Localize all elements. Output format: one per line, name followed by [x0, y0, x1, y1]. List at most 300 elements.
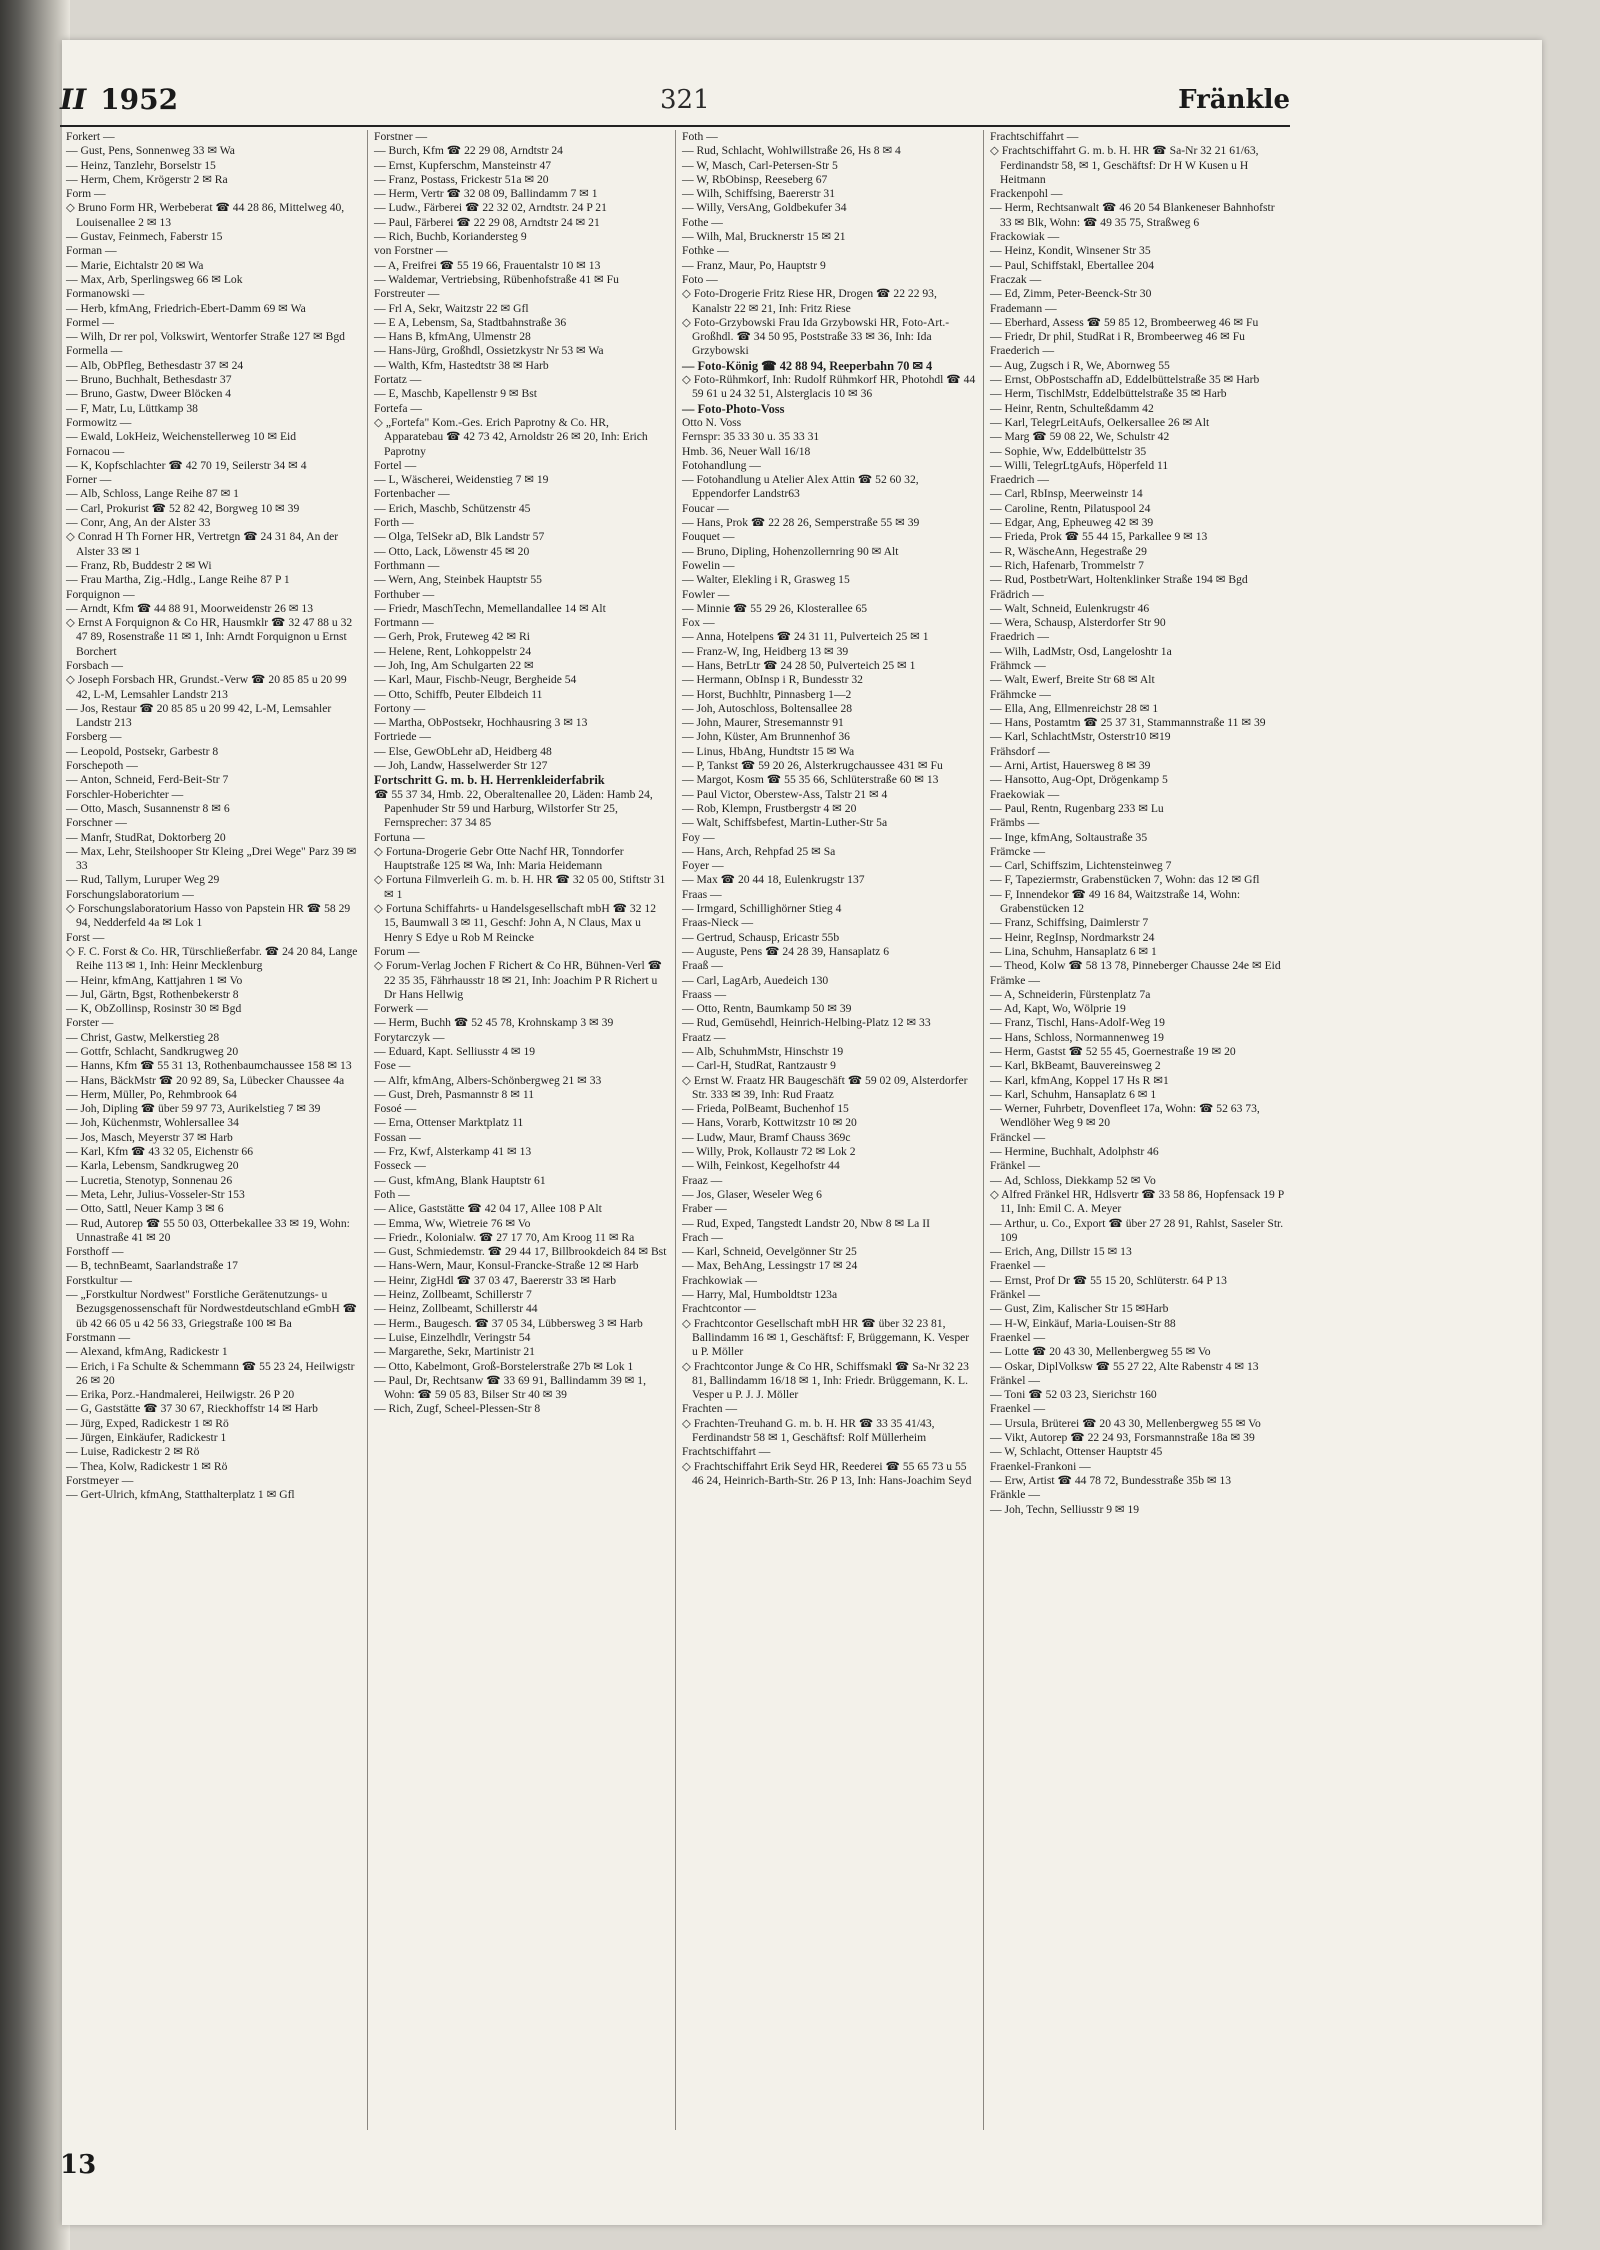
- directory-entry: — Herm, TischlMstr, Eddelbüttelstraße 35 ✉ Harb: [990, 387, 1227, 401]
- directory-entry: — W, Masch, Carl-Petersen-Str 5: [682, 158, 838, 172]
- directory-entry: ◇ Joseph Forsbach HR, Grundst.-Verw ☎ 20 85 85 u 20 99 42, L-M, Lemsahler Landstr 213: [66, 673, 347, 701]
- directory-entry: — Eduard, Kapt. Selliusstr 4 ✉ 19: [374, 1045, 536, 1058]
- directory-entry: Foto —: [682, 272, 718, 286]
- directory-entry: — Carl-H, StudRat, Rantzaustr 9: [682, 1059, 836, 1073]
- directory-entry: — Gust, Zim, Kalischer Str 15 ✉Harb: [990, 1302, 1169, 1316]
- directory-entry: — Hans B, kfmAng, Ulmenstr 28: [374, 330, 531, 344]
- directory-entry: — Ursula, Brüterei ☎ 20 43 30, Mellenbergweg 55 ✉ Vo: [990, 1416, 1261, 1430]
- directory-entry: Fränkle —: [990, 1488, 1040, 1502]
- directory-entry: Forschler-Hoberichter —: [66, 787, 184, 801]
- directory-entry: Främke —: [990, 973, 1040, 987]
- directory-entry: Hmb. 36, Neuer Wall 16/18: [682, 444, 811, 458]
- directory-entry: — Wilh, Schiffsing, Baererstr 31: [682, 187, 836, 201]
- directory-entry: ◇ Ernst W. Fraatz HR Baugeschäft ☎ 59 02 09, Alsterdorfer Str. 333 ✉ 39, Inh: Rud Fraatz: [682, 1073, 968, 1101]
- directory-entry: — P, Tankst ☎ 59 20 26, Alsterkrugchaussee 431 ✉ Fu: [682, 759, 943, 773]
- directory-entry: Frähsdorf —: [990, 744, 1050, 758]
- directory-entry: Forsbach —: [66, 658, 123, 672]
- directory-entry: — Marg ☎ 59 08 22, We, Schulstr 42: [990, 430, 1170, 444]
- directory-entry: — Harry, Mal, Humboldtstr 123a: [682, 1288, 838, 1302]
- directory-entry: — Manfr, StudRat, Doktorberg 20: [66, 830, 226, 844]
- directory-entry: — Emma, Ww, Wietreie 76 ✉ Vo: [374, 1216, 531, 1230]
- directory-entry: — Hermann, ObInsp i R, Bundesstr 32: [682, 673, 863, 687]
- directory-entry: Forstmeyer —: [66, 1473, 134, 1487]
- directory-entry: — Frl A, Sekr, Waitzstr 22 ✉ Gfl: [374, 301, 529, 315]
- directory-entry: — Foto-König ☎ 42 88 94, Reeperbahn 70 ✉ 4: [682, 358, 933, 373]
- directory-entry: — Ernst, ObPostschaffn aD, Eddelbüttelstraße 35 ✉ Harb: [990, 373, 1260, 387]
- directory-entry: — Linus, HbAng, Hundtstr 15 ✉ Wa: [682, 744, 855, 758]
- directory-entry: Frackowiak —: [990, 230, 1060, 244]
- directory-entry: — „Forstkultur Nordwest" Forstliche Gerätenutzungs- u Bezugsgenossenschaft für Nordwestdeutschland eGmbH ☎ üb 42 66 05 u 42 56 33, Griegstraße 100 ✉ Ba: [66, 1288, 358, 1330]
- directory-entry: — Rob, Klempn, Frustbergstr 4 ✉ 20: [682, 801, 857, 815]
- directory-entry: — Karl, SchlachtMstr, Osterstr10 ✉19: [990, 730, 1171, 744]
- directory-entry: — Rud, Schlacht, Wohlwillstraße 26, Hs 8 ✉ 4: [682, 144, 901, 158]
- directory-entry: — Frieda, Prok ☎ 55 44 15, Parkallee 9 ✉ 13: [990, 530, 1208, 544]
- directory-entry: — Karl, Schuhm, Hansaplatz 6 ✉ 1: [990, 1087, 1157, 1101]
- directory-entry: — Alb, Schloss, Lange Reihe 87 ✉ 1: [66, 487, 239, 501]
- directory-entry: Frachtcontor —: [682, 1302, 756, 1316]
- directory-entry: — Gertrud, Schausp, Ericastr 55b: [682, 930, 840, 944]
- directory-entry: Fraekowiak —: [990, 787, 1060, 801]
- directory-entry: Forum —: [374, 944, 420, 958]
- directory-entry: — Alexand, kfmAng, Radickestr 1: [66, 1345, 228, 1359]
- directory-entry: — Erich, Maschb, Schützenstr 45: [374, 501, 531, 515]
- directory-entry: Fraas-Nieck —: [682, 916, 754, 930]
- directory-entry: — F, Tapeziermstr, Grabenstücken 7, Wohn: das 12 ✉ Gfl: [990, 873, 1260, 887]
- directory-entry: — Erw, Artist ☎ 44 78 72, Bundesstraße 35b ✉ 13: [990, 1473, 1232, 1487]
- directory-entry: — Otto, Masch, Susannenstr 8 ✉ 6: [66, 801, 230, 815]
- directory-entry: — Hans, Prok ☎ 22 28 26, Semperstraße 55 ✉ 39: [682, 516, 920, 530]
- directory-entry: Forytarczyk —: [374, 1030, 445, 1044]
- directory-entry: — Ad, Schloss, Diekkamp 52 ✉ Vo: [990, 1173, 1156, 1187]
- directory-column-1: [60, 130, 368, 2130]
- directory-entry: — Otto, Schiffb, Peuter Elbdeich 11: [374, 687, 543, 701]
- directory-entry: Formanowski —: [66, 287, 145, 301]
- directory-entry: — Wilh, LadMstr, Osd, Langeloshtr 1a: [990, 644, 1172, 658]
- directory-entry: — Hans-Wern, Maur, Konsul-Francke-Straße 12 ✉ Harb: [374, 1259, 639, 1273]
- directory-entry: — Wilh, Feinkost, Kegelhofstr 44: [682, 1159, 840, 1173]
- directory-entry: Fothke —: [682, 244, 729, 258]
- directory-entry: — Heinr, Rentn, Schulteßdamm 42: [990, 401, 1154, 415]
- directory-entry: — R, WäscheAnn, Hegestraße 29: [990, 544, 1147, 558]
- directory-entry: — Heinr, ZigHdl ☎ 37 03 47, Baererstr 33 ✉ Harb: [374, 1273, 616, 1287]
- directory-entry: Fortmann —: [374, 616, 434, 630]
- directory-entry: ◇ Forschungslaboratorium Hasso von Papstein HR ☎ 58 29 94, Nedderfeld 4a ✉ Lok 1: [66, 902, 351, 930]
- directory-entry: — Margot, Kosm ☎ 55 35 66, Schlüterstraße 60 ✉ 13: [682, 773, 939, 787]
- directory-entry: Fothe —: [682, 215, 723, 229]
- volume-year: [60, 83, 178, 116]
- directory-entry: — Willy, VersAng, Goldbekufer 34: [682, 201, 847, 215]
- directory-entry: — Auguste, Pens ☎ 24 28 39, Hansaplatz 6: [682, 944, 890, 958]
- directory-entry: — Wilh, Mal, Brucknerstr 15 ✉ 21: [682, 230, 846, 244]
- directory-entry: — Alb, ObPfleg, Bethesdastr 37 ✉ 24: [66, 358, 244, 372]
- directory-entry: — Max, BehAng, Lessingstr 17 ✉ 24: [682, 1259, 858, 1273]
- directory-entry: — Hans, Arch, Rehpfad 25 ✉ Sa: [682, 844, 836, 858]
- directory-entry: Fernspr: 35 33 30 u. 35 33 31: [682, 430, 820, 444]
- directory-entry: ◇ Frachtcontor Gesellschaft mbH HR ☎ über 32 23 81, Ballindamm 16 ✉ 1, Geschäftsf: F, Brüggemann, K. Vesper u P. Möller: [682, 1316, 970, 1359]
- directory-entry: — Joh, Ing, Am Schulgarten 22 ✉: [374, 658, 534, 672]
- directory-entry: Forth —: [374, 516, 414, 530]
- directory-entry: — Heinr, kfmAng, Kattjahren 1 ✉ Vo: [66, 973, 243, 987]
- directory-entry: Fornacou —: [66, 444, 125, 458]
- directory-entry: — Joh, Autoschloss, Boltensallee 28: [682, 701, 853, 715]
- directory-entry: Fraedrich —: [990, 630, 1049, 644]
- directory-entry: Foucar —: [682, 501, 729, 515]
- directory-entry: — Paul, Rentn, Rugenbarg 233 ✉ Lu: [990, 801, 1164, 815]
- directory-entry: Främcke —: [990, 844, 1046, 858]
- directory-entry: Forquignon —: [66, 587, 135, 601]
- directory-entry: Fortenbacher —: [374, 487, 450, 501]
- directory-entry: — Hans, Vorarb, Kottwitzstr 10 ✉ 20: [682, 1116, 857, 1130]
- directory-entry: — Luise, Einzelhdlr, Veringstr 54: [374, 1330, 531, 1344]
- directory-entry: — Hans, Schloss, Normannenweg 19: [990, 1030, 1164, 1044]
- directory-entry: Formella —: [66, 344, 123, 358]
- directory-entry: — Karl, kfmAng, Koppel 17 Hs R ✉1: [990, 1073, 1169, 1087]
- directory-entry: — Joh, Techn, Selliusstr 9 ✉ 19: [990, 1502, 1140, 1516]
- directory-entry: Fose —: [374, 1059, 411, 1073]
- directory-entry: ◇ Frachten-Treuhand G. m. b. H. HR ☎ 33 35 41/43, Ferdinandstr 58 ✉ 1, Geschäftsf: Rolf Müllerheim: [682, 1416, 935, 1445]
- directory-entry: Fränkel —: [990, 1288, 1040, 1302]
- directory-entry: — John, Küster, Am Brunnenhof 36: [682, 730, 850, 744]
- directory-entry: Forst —: [66, 930, 105, 944]
- directory-entry: ◇ Alfred Fränkel HR, Hdlsvertr ☎ 33 58 86, Hopfensack 19 P 11, Inh: Emil C. A. Meyer: [990, 1187, 1284, 1216]
- directory-entry: Frädrich —: [990, 587, 1044, 601]
- directory-entry: — Karl, TelegrLeitAufs, Oelkersallee 26 ✉ Alt: [990, 415, 1210, 429]
- directory-entry: — Waldemar, Vertriebsing, Rübenhofstraße 41 ✉ Fu: [374, 272, 619, 286]
- directory-entry: — Hans-Jürg, Großhdl, Ossietzkystr Nr 53 ✉ Wa: [374, 344, 604, 358]
- directory-entry: Forschepoth —: [66, 759, 138, 773]
- directory-entry: — Thea, Kolw, Radickestr 1 ✉ Rö: [66, 1459, 228, 1473]
- directory-entry: — Helene, Rent, Lohkoppelstr 24: [374, 644, 532, 658]
- directory-entry: — Ad, Kapt, Wo, Wölpriе 19: [990, 1002, 1126, 1016]
- directory-entry: — Margarethe, Sekr, Martinistr 21: [374, 1345, 535, 1359]
- directory-entry: Fortony —: [374, 701, 426, 715]
- directory-entry: Forster —: [66, 1016, 114, 1030]
- page-header: [60, 75, 1290, 127]
- directory-entry: — Otto, Rentn, Baumkamp 50 ✉ 39: [682, 1002, 852, 1016]
- directory-entry: Fraenkel-Frankoni —: [990, 1459, 1091, 1473]
- directory-entry: — Hansotto, Aug-Opt, Drögenkamp 5: [990, 773, 1168, 787]
- directory-entry: — Jürg, Exped, Radickestr 1 ✉ Rö: [66, 1416, 229, 1430]
- directory-entry: Fosseck —: [374, 1159, 426, 1173]
- directory-entry: Främbs —: [990, 816, 1040, 830]
- directory-entry: — Carl, LagArb, Auedeich 130: [682, 973, 829, 987]
- directory-entry: — Paul, Schiffstakl, Ebertallee 204: [990, 258, 1154, 272]
- directory-entry: — Vikt, Autorep ☎ 22 24 93, Forsmannstraße 18a ✉ 39: [990, 1431, 1255, 1445]
- directory-entry: Foy —: [682, 830, 715, 844]
- directory-entry: — Alfr, kfmAng, Albers-Schönbergweg 21 ✉ 33: [374, 1073, 602, 1087]
- directory-entry: — L, Wäscherei, Weidenstieg 7 ✉ 19: [374, 473, 549, 487]
- directory-entry: Frachtschiffahrt —: [682, 1445, 771, 1459]
- directory-entry: Frähmck —: [990, 658, 1046, 672]
- directory-entry: — Martha, ObPostsekr, Hochhausring 3 ✉ 13: [374, 716, 588, 730]
- page-number: 321: [660, 85, 710, 115]
- directory-entry: — Fotohandlung u Atelier Alex Attin ☎ 52 60 32, Eppendorfer Landstr63: [682, 473, 919, 501]
- directory-entry: — Arni, Artist, Hauersweg 8 ✉ 39: [990, 759, 1151, 773]
- directory-entry: Fraber —: [682, 1202, 727, 1216]
- directory-entry: — Ernst, Kupferschm, Mansteinstr 47: [374, 158, 552, 172]
- directory-entry: Forthmann —: [374, 558, 440, 572]
- directory-entry: — Rich, Zugf, Scheel-Plessen-Str 8: [374, 1402, 541, 1416]
- directory-entry: — Herm., Baugesch. ☎ 37 05 34, Lübbersweg 3 ✉ Harb: [374, 1316, 643, 1330]
- directory-entry: — G, Gaststätte ☎ 37 30 67, Rieckhoffstr 14 ✉ Harb: [66, 1402, 318, 1416]
- directory-entry: — E, Maschb, Kapellenstr 9 ✉ Bst: [374, 387, 537, 401]
- directory-entry: — Lina, Schuhm, Hansaplatz 6 ✉ 1: [990, 944, 1157, 958]
- directory-entry: — Karla, Lebensm, Sandkrugweg 20: [66, 1159, 239, 1173]
- directory-entry: Otto N. Voss: [682, 415, 742, 429]
- directory-entry: — Rud, Gemüsehdl, Heinrich-Helbing-Platz 12 ✉ 33: [682, 1016, 931, 1030]
- directory-entry: — Walt, Ewerf, Breite Str 68 ✉ Alt: [990, 673, 1155, 687]
- directory-entry: — F, Matr, Lu, Lüttkamp 38: [66, 401, 198, 415]
- directory-entry: Fraenkel —: [990, 1330, 1046, 1344]
- directory-entry: Fowler —: [682, 587, 730, 601]
- directory-entry: — A, Freifrei ☎ 55 19 66, Frauentalstr 10 ✉ 13: [374, 258, 601, 272]
- directory-entry: — Heinz, Tanzlehr, Borselstr 15: [66, 158, 216, 172]
- directory-entry: — Max, Lehr, Steilshooper Str Kleing „Drei Wege" Parz 39 ✉ 33: [66, 844, 357, 873]
- directory-entry: — Herm, Chem, Krögerstr 2 ✉ Ra: [66, 172, 228, 186]
- directory-entry: — Paul, Färberei ☎ 22 29 08, Arndtstr 24 ✉ 21: [374, 215, 600, 229]
- directory-entry: Fosoé —: [374, 1102, 417, 1116]
- directory-entry: ◇ Ernst A Forquignon & Co HR, Hausmklr ☎ 32 47 88 u 32 47 89, Rosenstraße 11 ✉ 1, Inh: Arndt Forquignon u Ernst Borchert: [66, 616, 353, 658]
- directory-entry: ◇ Frachtschiffahrt G. m. b. H. HR ☎ Sa-Nr 32 21 61/63, Ferdinandstr 58, ✉ 1, Geschäftsf: Dr H W Kusen u H Heitmann: [990, 144, 1259, 186]
- directory-entry: Forsberg —: [66, 730, 122, 744]
- directory-entry: Fortel —: [374, 458, 417, 472]
- directory-entry: — Eberhard, Assess ☎ 59 85 12, Brombeerweg 46 ✉ Fu: [990, 315, 1259, 329]
- directory-entry: — Erich, Ang, Dillstr 15 ✉ 13: [990, 1245, 1132, 1259]
- directory-entry: Fortriede —: [374, 730, 431, 744]
- directory-entry: — Hanns, Kfm ☎ 55 31 13, Rothenbaumchaussee 158 ✉ 13: [66, 1059, 352, 1073]
- directory-entry: — Arthur, u. Co., Export ☎ über 27 28 91, Rahlst, Saseler Str. 109: [990, 1216, 1284, 1244]
- directory-entry: Fraenkel —: [990, 1259, 1046, 1273]
- directory-entry: — Herb, kfmAng, Friedrich-Ebert-Damm 69 ✉ Wa: [66, 301, 306, 315]
- directory-entry: Fraedrich —: [990, 473, 1049, 487]
- directory-entry: — Ella, Ang, Ellmenreichstr 28 ✉ 1: [990, 701, 1159, 715]
- directory-entry: — Hans, BäckMstr ☎ 20 92 89, Sa, Lübecker Chaussee 4a: [66, 1073, 345, 1087]
- directory-entry: — Bruno, Gastw, Dweer Blöcken 4: [66, 387, 232, 401]
- directory-entry: ◇ Foto-Drogerie Fritz Riese HR, Drogen ☎ 22 22 93, Kanalstr 22 ✉ 21, Inh: Fritz Riese: [682, 287, 937, 315]
- directory-entry: — Horst, Buchhltr, Pinnasberg 1—2: [682, 687, 852, 701]
- directory-entry: — Franz, Maur, Po, Hauptstr 9: [682, 258, 826, 272]
- directory-entry: — Paul Victor, Oberstew-Ass, Talstr 21 ✉ 4: [682, 787, 888, 801]
- directory-entry: — Max ☎ 20 44 18, Eulenkrugstr 137: [682, 873, 865, 887]
- directory-entry: Fraatz —: [682, 1030, 726, 1044]
- directory-entry: — Joh, Landw, Hasselwerder Str 127: [374, 759, 548, 773]
- directory-entry: — Arndt, Kfm ☎ 44 88 91, Moorweidenstr 26 ✉ 13: [66, 601, 313, 615]
- directory-entry: Frach —: [682, 1230, 723, 1244]
- directory-entry: — Hans, BetrLtr ☎ 24 28 50, Pulverteich 25 ✉ 1: [682, 658, 916, 672]
- directory-entry: — Christ, Gastw, Melkerstieg 28: [66, 1030, 220, 1044]
- directory-entry: Fraenkel —: [990, 1402, 1046, 1416]
- directory-entry: — Edgar, Ang, Epheuweg 42 ✉ 39: [990, 516, 1154, 530]
- directory-entry: Fränkel —: [990, 1373, 1040, 1387]
- directory-entry: — Luise, Radickestr 2 ✉ Rö: [66, 1445, 200, 1459]
- directory-entry: Form —: [66, 187, 106, 201]
- directory-entry: Forthuber —: [374, 587, 435, 601]
- directory-entry: ☎ 55 37 34, Hmb. 22, Oberaltenallee 20, Läden: Hamb 24, Papenhuder Str 59 und Harburg, Wilstorfer Str 25, Fernsprecher: 37 34 85: [374, 787, 653, 830]
- directory-entry: Fraass —: [682, 987, 727, 1001]
- directory-entry: — Hermine, Buchhalt, Adolphstr 46: [990, 1145, 1159, 1159]
- directory-entry: Fortefa —: [374, 401, 422, 415]
- directory-entry: — Gust, Dreh, Pasmannstr 8 ✉ 11: [374, 1087, 534, 1101]
- directory-entry: — Heinz, Zollbeamt, Schillerstr 44: [374, 1302, 538, 1316]
- directory-entry: Forstner —: [374, 130, 428, 143]
- directory-entry: — W, Schlacht, Ottenser Hauptstr 45: [990, 1445, 1163, 1459]
- directory-entry: — Erich, i Fa Schulte & Schemmann ☎ 55 23 24, Heilwigstr 26 ✉ 20: [66, 1359, 355, 1387]
- directory-entry: — Walt, Schiffsbefest, Martin-Luther-Str 5a: [682, 816, 888, 830]
- directory-entry: — Rud, Autorep ☎ 55 50 03, Otterbekallee 33 ✉ 19, Wohn: Unnastraße 41 ✉ 20: [66, 1216, 350, 1244]
- directory-entry: — Theod, Kolw ☎ 58 13 78, Pinneberger Chausse 24e ✉ Eid: [990, 959, 1281, 973]
- directory-entry: — Joh, Küchenmstr, Wohlersallee 34: [66, 1116, 239, 1130]
- directory-entry: — Burch, Kfm ☎ 22 29 08, Arndtstr 24: [374, 144, 563, 158]
- directory-entry: — Otto, Lack, Löwenstr 45 ✉ 20: [374, 544, 530, 558]
- directory-entry: — Else, GewObLehr aD, Heidberg 48: [374, 744, 552, 758]
- directory-entry: — Werner, Fuhrbetr, Dovenfleet 17a, Wohn: ☎ 52 63 73, Wendlöher Weg 9 ✉ 20: [990, 1102, 1260, 1130]
- directory-entry: — Franz, Tischl, Hans-Adolf-Weg 19: [990, 1016, 1165, 1030]
- directory-entry: — Friedr., Kolonialw. ☎ 27 17 70, Am Kroog 11 ✉ Ra: [374, 1230, 635, 1244]
- directory-entry: ◇ Frachtcontor Junge & Co HR, Schiffsmakl ☎ Sa-Nr 32 23 81, Ballindamm 16/18 ✉ 1, Inh: Friedr. Brüggemann, K. L. Vesper u P. J. J. Möller: [682, 1359, 969, 1402]
- directory-entry: — Foto-Photo-Voss: [682, 401, 785, 416]
- directory-entry: Formowitz —: [66, 415, 132, 429]
- directory-entry: — B, technBeamt, Saarlandstraße 17: [66, 1259, 238, 1273]
- directory-entry: — Rud, Exped, Tangstedt Landstr 20, Nbw 8 ✉ La II: [682, 1216, 930, 1230]
- directory-entry: — Ernst, Prof Dr ☎ 55 15 20, Schlüterstr. 64 P 13: [990, 1273, 1227, 1287]
- directory-entry: Formel —: [66, 315, 114, 329]
- directory-entry: — Anton, Schneid, Ferd-Beit-Str 7: [66, 773, 229, 787]
- directory-entry: — Karl, Kfm ☎ 43 32 05, Eichenstr 66: [66, 1145, 254, 1159]
- directory-entry: — Olga, TelSekr aD, Blk Landstr 57: [374, 530, 545, 544]
- volume-label: II: [60, 83, 87, 116]
- directory-entry: — A, Schneiderin, Fürstenplatz 7a: [990, 987, 1151, 1001]
- directory-entry: — Carl, Prokurist ☎ 52 82 42, Borgweg 10 ✉ 39: [66, 501, 300, 515]
- directory-entry: — Joh, Dipling ☎ über 59 97 73, Aurikelstieg 7 ✉ 39: [66, 1102, 321, 1116]
- directory-entry: Fraaz —: [682, 1173, 723, 1187]
- directory-entry: — Frau Martha, Zig.-Hdlg., Lange Reihe 87 P 1: [66, 573, 290, 587]
- directory-entry: — Carl, Schiffszim, Lichtensteinweg 7: [990, 859, 1172, 873]
- directory-entry: — Ludw, Maur, Bramf Chauss 369c: [682, 1130, 851, 1144]
- directory-entry: Fraederich —: [990, 344, 1055, 358]
- directory-entry: — Franz, Rb, Buddestr 2 ✉ Wi: [66, 558, 212, 572]
- directory-entry: Fortschritt G. m. b. H. Herrenkleiderfabrik: [374, 773, 605, 788]
- directory-entry: — Carl, RbInsp, Meerweinstr 14: [990, 487, 1143, 501]
- directory-entry: — Alice, Gaststätte ☎ 42 04 17, Allee 108 P Alt: [374, 1202, 602, 1216]
- directory-entry: — Friedr, Dr phil, StudRat i R, Brombeerweg 46 ✉ Fu: [990, 330, 1245, 344]
- directory-entry: — Karl, BkBeamt, Bauvereinsweg 2: [990, 1059, 1161, 1073]
- directory-entry: — E A, Lebensm, Sa, Stadtbahnstraße 36: [374, 315, 567, 329]
- directory-entry: ◇ Fortuna Filmverleih G. m. b. H. HR ☎ 32 05 00, Stiftstr 31 ✉ 1: [374, 873, 666, 901]
- directory-entry: Fraczak —: [990, 272, 1042, 286]
- directory-entry: Fouquet —: [682, 530, 735, 544]
- directory-entry: Fossan —: [374, 1130, 421, 1144]
- directory-entry: — Franz, Schiffsing, Daimlerstr 7: [990, 916, 1149, 930]
- directory-entry: — Sophie, Ww, Eddelbüttelstr 35: [990, 444, 1147, 458]
- directory-entry: — Rich, Buchb, Koriandersteg 9: [374, 230, 527, 244]
- directory-entry: — Minnie ☎ 55 29 26, Klosterallee 65: [682, 601, 868, 615]
- directory-entry: ◇ Foto-Rühmkorf, Inh: Rudolf Rühmkorf HR, Photohdl ☎ 44 59 61 u 24 32 51, Alsterglacis 10 ✉ 36: [682, 373, 976, 401]
- directory-entry: — Friedr, MaschTechn, Memellandallee 14 ✉ Alt: [374, 601, 606, 615]
- directory-entry: — Ludw., Färberei ☎ 22 32 02, Arndtstr. 24 P 21: [374, 201, 607, 215]
- directory-entry: Frähmcke —: [990, 687, 1051, 701]
- directory-entry: ◇ Forum-Verlag Jochen F Richert & Co HR, Bühnen-Verl ☎ 22 35 35, Fährhausstr 18 ✉ 21, Inh: Joachim P R Richert u Dr Hans Hellwig: [374, 959, 663, 1001]
- directory-entry: ◇ F. C. Forst & Co. HR, Türschließerfabr. ☎ 24 20 84, Lange Reihe 113 ✉ 1, Inh: Heinr Mecklenburg: [66, 944, 358, 973]
- directory-entry: ◇ Foto-Grzybowski Frau Ida Grzybowski HR, Foto-Art.-Großhdl. ☎ 34 50 95, Poststraße 33 ✉ 36, Inh: Ida Grzybowski: [682, 315, 950, 358]
- directory-entry: — W, RbObinsp, Reeseberg 67: [682, 172, 828, 186]
- directory-entry: — H-W, Einkäuf, Maria-Louisen-Str 88: [990, 1316, 1176, 1330]
- directory-column-3: [676, 130, 984, 2130]
- directory-entry: — Otto, Sattl, Neuer Kamp 3 ✉ 6: [66, 1202, 224, 1216]
- directory-entry: — Heinr, RegInsp, Nordmarkstr 24: [990, 930, 1155, 944]
- directory-entry: — Rich, Hafenarb, Trommelstr 7: [990, 558, 1144, 572]
- directory-entry: — Herm, Müller, Po, Rehmbrook 64: [66, 1087, 237, 1101]
- directory-entry: — Willi, TelegrLtgAufs, Höperfeld 11: [990, 458, 1169, 472]
- directory-entry: — Lucretia, Stenotyp, Sonnenau 26: [66, 1173, 233, 1187]
- directory-entry: — Gustav, Feinmech, Faberstr 15: [66, 230, 223, 244]
- directory-entry: Forkert —: [66, 130, 115, 143]
- directory-entry: — Karl, Schneid, Oevelgönner Str 25: [682, 1245, 857, 1259]
- directory-entry: — Inge, kfmAng, Soltaustraße 35: [990, 830, 1148, 844]
- directory-entry: — Paul, Dr, Rechtsanw ☎ 33 69 91, Ballindamm 39 ✉ 1, Wohn: ☎ 59 05 83, Bilser Str 40 ✉ 39: [374, 1373, 646, 1402]
- directory-entry: — Frz, Kwf, Alsterkamp 41 ✉ 13: [374, 1145, 532, 1159]
- directory-entry: — Willy, Prok, Kollaustr 72 ✉ Lok 2: [682, 1145, 856, 1159]
- directory-entry: Frachten —: [682, 1402, 738, 1416]
- directory-entry: — Rud, Tallym, Luruper Weg 29: [66, 873, 220, 887]
- directory-entry: Foyer —: [682, 859, 724, 873]
- directory-entry: Foth —: [682, 130, 718, 143]
- directory-entry: Forstmann —: [66, 1330, 131, 1344]
- directory-entry: — Conr, Ang, An der Alster 33: [66, 516, 211, 530]
- directory-entry: ◇ Conrad H Th Forner HR, Vertretgn ☎ 24 31 84, An der Alster 33 ✉ 1: [66, 530, 339, 558]
- directory-entry: ◇ Frachtschiffahrt Erik Seyd HR, Reederei ☎ 55 65 73 u 55 46 24, Heinrich-Barth-Str. 26 P 13, Inh: Hans-Joachim Seyd: [682, 1459, 972, 1487]
- directory-entry: — Otto, Kabelmont, Groß-Borstelerstraße 27b ✉ Lok 1: [374, 1359, 634, 1373]
- directory-entry: — Rud, PostbetrWart, Holtenklinker Straße 194 ✉ Bgd: [990, 573, 1248, 587]
- directory-entry: — Franz, Postass, Frickestr 51a ✉ 20: [374, 172, 549, 186]
- directory-entry: Foth —: [374, 1187, 410, 1201]
- directory-entry: — Heinz, Kondit, Winsener Str 35: [990, 244, 1151, 258]
- directory-column-4: [984, 130, 1292, 2130]
- directory-entry: — Hans, Postamtm ☎ 25 37 31, Stammannstraße 11 ✉ 39: [990, 716, 1266, 730]
- directory-entry: — Leopold, Postsekr, Garbestr 8: [66, 744, 219, 758]
- directory-entry: — Wilh, Dr rer pol, Volkswirt, Wentorfer Straße 127 ✉ Bgd: [66, 330, 345, 344]
- directory-entry: Forman —: [66, 244, 117, 258]
- directory-entry: — Bruno, Dipling, Hohenzollernring 90 ✉ Alt: [682, 544, 899, 558]
- directory-column-2: [368, 130, 676, 2130]
- directory-entry: — Ewald, LokHeiz, Weichenstellerweg 10 ✉ Eid: [66, 430, 297, 444]
- directory-entry: — F, Innendekor ☎ 49 16 84, Waitzstraße 14, Wohn: Grabenstücken 12: [990, 887, 1241, 916]
- directory-entry: Fränkel —: [990, 1159, 1040, 1173]
- directory-entry: — John, Maurer, Stresemannstr 91: [682, 716, 844, 730]
- directory-entry: Forschner —: [66, 816, 127, 830]
- directory-entry: — Walth, Kfm, Hastedtstr 38 ✉ Harb: [374, 358, 549, 372]
- directory-entry: — Caroline, Rentn, Pilatuspool 24: [990, 501, 1151, 515]
- directory-entry: Frachtschiffahrt —: [990, 130, 1079, 143]
- directory-entry: — K, Kopfschlachter ☎ 42 70 19, Seilerstr 34 ✉ 4: [66, 458, 307, 472]
- directory-entry: — Walt, Schneid, Eulenkrugstr 46: [990, 601, 1150, 615]
- directory-entry: — Irmgard, Schillighörner Stieg 4: [682, 902, 842, 916]
- directory-entry: — Jul, Gärtn, Bgst, Rothenbekerstr 8: [66, 987, 239, 1001]
- directory-entry: — Walter, Elekling i R, Grasweg 15: [682, 573, 850, 587]
- directory-entry: — Herm, Buchh ☎ 52 45 78, Krohnskamp 3 ✉ 39: [374, 1016, 614, 1030]
- directory-entry: — Jos, Restaur ☎ 20 85 85 u 20 99 42, L-M, Lemsahler Landstr 213: [66, 701, 332, 730]
- directory-entry: Fox —: [682, 616, 715, 630]
- directory-columns: [60, 130, 1292, 2130]
- directory-entry: — Oskar, DiplVolksw ☎ 55 27 22, Alte Rabenstr 4 ✉ 13: [990, 1359, 1259, 1373]
- directory-entry: Fotohandlung —: [682, 458, 761, 472]
- directory-entry: — Karl, Maur, Fischb-Neugr, Bergheide 54: [374, 673, 577, 687]
- directory-entry: — Heinz, Zollbeamt, Schillerstr 7: [374, 1288, 532, 1302]
- directory-entry: ◇ Fortuna-Drogerie Gebr Otte Nachf HR, Tonndorfer Hauptstraße 125 ✉ Wa, Inh: Maria Heidemann: [374, 844, 624, 873]
- directory-entry: — Franz-W, Ing, Heidberg 13 ✉ 39: [682, 644, 849, 658]
- directory-entry: Fortatz —: [374, 373, 422, 387]
- directory-entry: — Gust, Pens, Sonnenweg 33 ✉ Wa: [66, 144, 235, 158]
- directory-entry: — Toni ☎ 52 03 23, Sierichstr 160: [990, 1388, 1157, 1402]
